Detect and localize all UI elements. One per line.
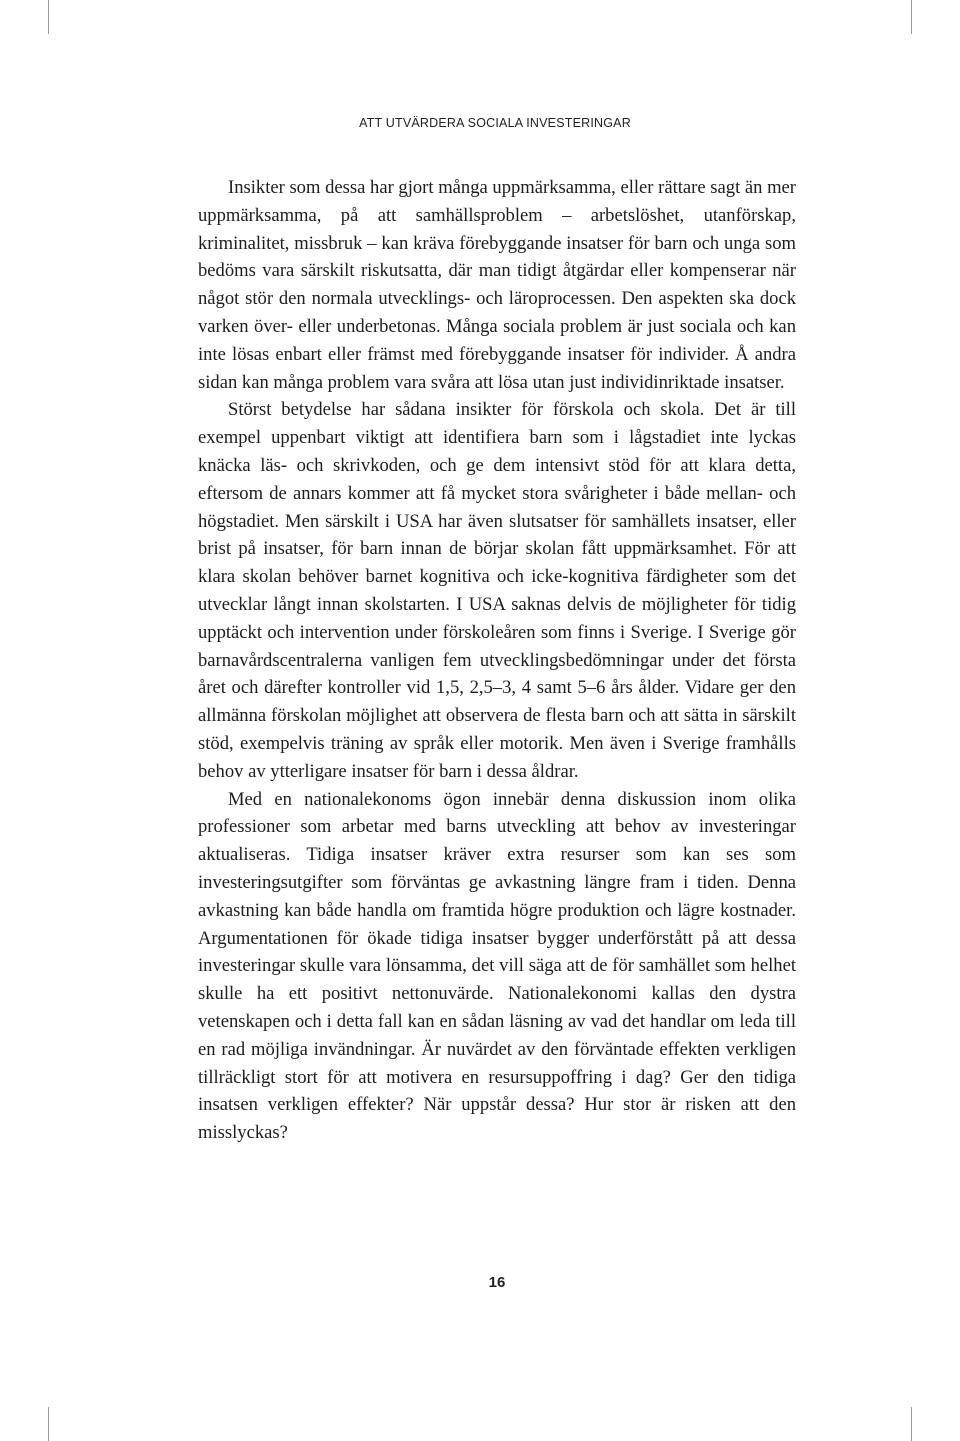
paragraph-2: Störst betydelse har sådana insikter för förskola och skola. Det är till exempel uppenbart viktigt att identifiera barn som i lågstadiet inte lyckas knäcka läs- och skrivkoden, och ge dem intensivt stöd för att klara detta, eftersom de annars kommer att få mycket stora svårigheter i både mellan- och högstadiet. Men särskilt i USA har även slutsatser för samhällets insatser, eller brist på insatser, för barn innan de börjar skolan fått uppmärksamhet. För att klara skolan behöver barnet kognitiva och icke-kognitiva färdigheter som det utvecklar långt innan skolstarten. I USA saknas delvis de möjligheter för tidig upptäckt och intervention under förskoleåren som finns i Sverige. I Sverige gör barnavårdscentralerna vanligen fem utvecklingsbedömningar under det första året och därefter kontroller vid 1,5, 2,5–3, 4 samt 5–6 års ålder. Vidare ger den allmänna förskolan möjlighet att observera de flesta barn och att sätta in särskilt stöd, exempelvis träning av språk eller motorik. Men även i Sverige framhålls behov av ytterligare insatser för barn i dessa åldrar.: [198, 399, 796, 782]
paragraph-3: Med en nationalekonoms ögon innebär denna diskussion inom olika professioner som arbetar med barns utveckling att behov av investeringar aktualiseras. Tidiga insatser kräver extra resurser som kan ses som investeringsutgifter som förväntas ge avkastning längre fram i tiden. Denna avkastning kan både handla om framtida högre produktion och lägre kostnader. Argumentationen för ökade tidiga insatser bygger underförstått på att dessa investeringar skulle vara lönsamma, det vill säga att de för samhället som helhet skulle ha ett positivt nettonuvärde. Nationalekonomi kallas den dystra vetenskapen och i detta fall kan en sådan läsning av vad det handlar om leda till en rad möjliga invändningar. Är nuvärdet av den förväntade effekten verkligen tillräckligt stort för att motivera en resursuppoffring i dag? Ger den tidiga insatsen verkligen effekter? När uppstår dessa? Hur stor är risken att den misslyckas?: [198, 788, 796, 1144]
running-header-title: ATT UTVÄRDERA SOCIALA INVESTERINGAR: [359, 116, 631, 130]
crop-mark-top-right: [911, 0, 912, 34]
crop-mark-top-left: [48, 0, 49, 34]
crop-mark-bottom-right: [911, 1407, 912, 1441]
paragraph-1: Insikter som dessa har gjort många uppmärksamma, eller rättare sagt än mer uppmärksamma, på att samhällsproblem – arbetslöshet, utanförskap, kriminalitet, missbruk – kan kräva förebyggande insatser för barn och unga som bedöms vara särskilt riskutsatta, där man tidigt åtgärdar eller kompenserar när något stör den normala utvecklings- och läroprocessen. Den aspekten ska dock varken över- eller underbetonas. Många sociala problem är just sociala och kan inte lösas enbart eller främst med förebyggande insatser för individer. Å andra sidan kan många problem vara svåra att lösa utan just individinriktade insatser.: [198, 177, 796, 393]
page-number: 16: [488, 1274, 506, 1291]
crop-mark-bottom-left: [48, 1407, 49, 1441]
body-text: [198, 174, 796, 1147]
